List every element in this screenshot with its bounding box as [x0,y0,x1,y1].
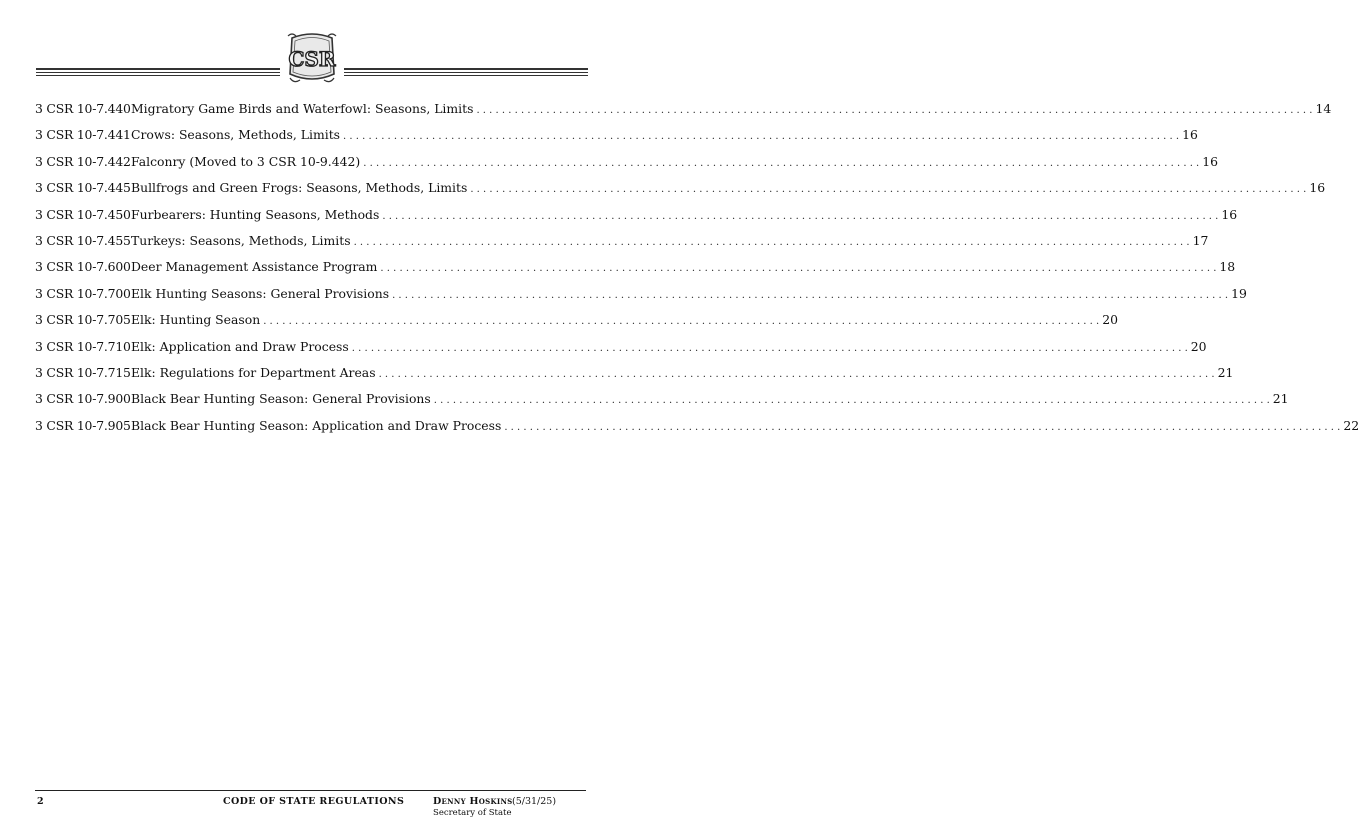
toc-rule-code: 3 CSR 10-7.700 [35,285,131,301]
table-of-contents [35,96,1359,439]
toc-row [35,360,1234,386]
toc-row [35,202,1238,228]
toc-row [35,386,1289,412]
toc-rule-title: Elk: Regulations for Department Areas [131,364,376,380]
toc-page-number: 16 [1202,153,1219,169]
toc-rule-code: 3 CSR 10-7.445 [35,180,131,196]
toc-dot-leader [379,362,1215,388]
csr-logo [286,30,338,86]
svg-text:CSR: CSR [288,47,336,71]
toc-dot-leader [263,309,1099,335]
footer-title: CODE OF STATE REGULATIONS [223,796,405,807]
header-rule-left-top [36,68,280,70]
toc-row [35,228,1209,254]
toc-page-number: 20 [1190,338,1207,354]
toc-row [35,334,1207,360]
toc-rule-code: 3 CSR 10-7.600 [35,259,131,275]
toc-rule-title: Elk: Application and Draw Process [131,338,349,354]
toc-dot-leader [470,177,1306,203]
toc-page-number: 21 [1217,364,1234,380]
toc-rule-code: 3 CSR 10-7.905 [35,417,131,433]
page-footer [35,794,586,822]
toc-page-number: 20 [1102,312,1118,328]
toc-row [35,413,1359,439]
toc-rule-title: Elk Hunting Seasons: General Provisions [131,285,390,301]
toc-dot-leader [504,415,1340,441]
toc-rule-title: Black Bear Hunting Season: Application and Draw Process [131,417,502,433]
toc-rule-title: Deer Management Assistance Program [131,259,378,275]
toc-page-number: 18 [1219,259,1236,275]
footer-date: (5/31/25) [512,796,557,807]
toc-page-number: 14 [1315,101,1332,116]
toc-page-number: 22 [1343,417,1359,433]
toc-dot-leader [363,151,1199,177]
page-header [36,30,588,86]
toc-page-number: 16 [1221,206,1238,222]
toc-page-number: 16 [1182,127,1198,143]
toc-row [35,175,1326,201]
footer-page-number: 2 [37,796,44,807]
toc-dot-leader [382,204,1218,230]
toc-row [35,307,1118,333]
toc-dot-leader [392,283,1228,309]
toc-rule-title: Migratory Game Birds and Waterfowl: Seasons, Limits [131,101,474,116]
toc-rule-code: 3 CSR 10-7.440 [35,101,131,116]
header-rule-right-mid [344,72,588,73]
header-rule-left-mid [36,72,280,73]
toc-page-number: 16 [1309,180,1326,196]
toc-dot-leader [434,388,1270,414]
toc-rule-title: Furbearers: Hunting Seasons, Methods [131,206,380,222]
toc-page-number: 17 [1192,232,1209,248]
toc-dot-leader [476,98,1312,124]
footer-official-name: Denny Hoskins [433,796,513,807]
toc-rule-title: Falconry (Moved to 3 CSR 10-9.442) [131,153,361,169]
toc-rule-code: 3 CSR 10-7.455 [35,232,131,248]
toc-rule-code: 3 CSR 10-7.441 [35,127,131,143]
toc-rule-code: 3 CSR 10-7.900 [35,391,131,407]
toc-row [35,96,1332,122]
toc-rule-title: Black Bear Hunting Season: General Provisions [131,391,431,407]
toc-rule-title: Turkeys: Seasons, Methods, Limits [131,232,351,248]
toc-rule-title: Elk: Hunting Season [131,312,261,328]
toc-rule-code: 3 CSR 10-7.710 [35,338,131,354]
toc-row [35,149,1219,175]
toc-page-number: 21 [1272,391,1289,407]
footer-rule [35,790,586,791]
toc-rule-code: 3 CSR 10-7.705 [35,312,131,328]
toc-rule-title: Bullfrogs and Green Frogs: Seasons, Methods, Limits [131,180,468,196]
toc-row [35,254,1236,280]
toc-dot-leader [354,230,1190,256]
header-rule-left-bottom [36,75,280,76]
toc-dot-leader [343,124,1179,150]
footer-official-role: Secretary of State [433,808,512,818]
toc-rule-code: 3 CSR 10-7.450 [35,206,131,222]
toc-page-number: 19 [1231,285,1247,301]
toc-dot-leader [352,336,1188,362]
header-rule-right-top [344,68,588,70]
toc-dot-leader [380,256,1216,282]
header-rule-right-bottom [344,75,588,76]
toc-rule-code: 3 CSR 10-7.715 [35,364,131,380]
toc-row [35,122,1198,148]
toc-row [35,281,1247,307]
toc-rule-title: Crows: Seasons, Methods, Limits [131,127,341,143]
toc-rule-code: 3 CSR 10-7.442 [35,153,131,169]
